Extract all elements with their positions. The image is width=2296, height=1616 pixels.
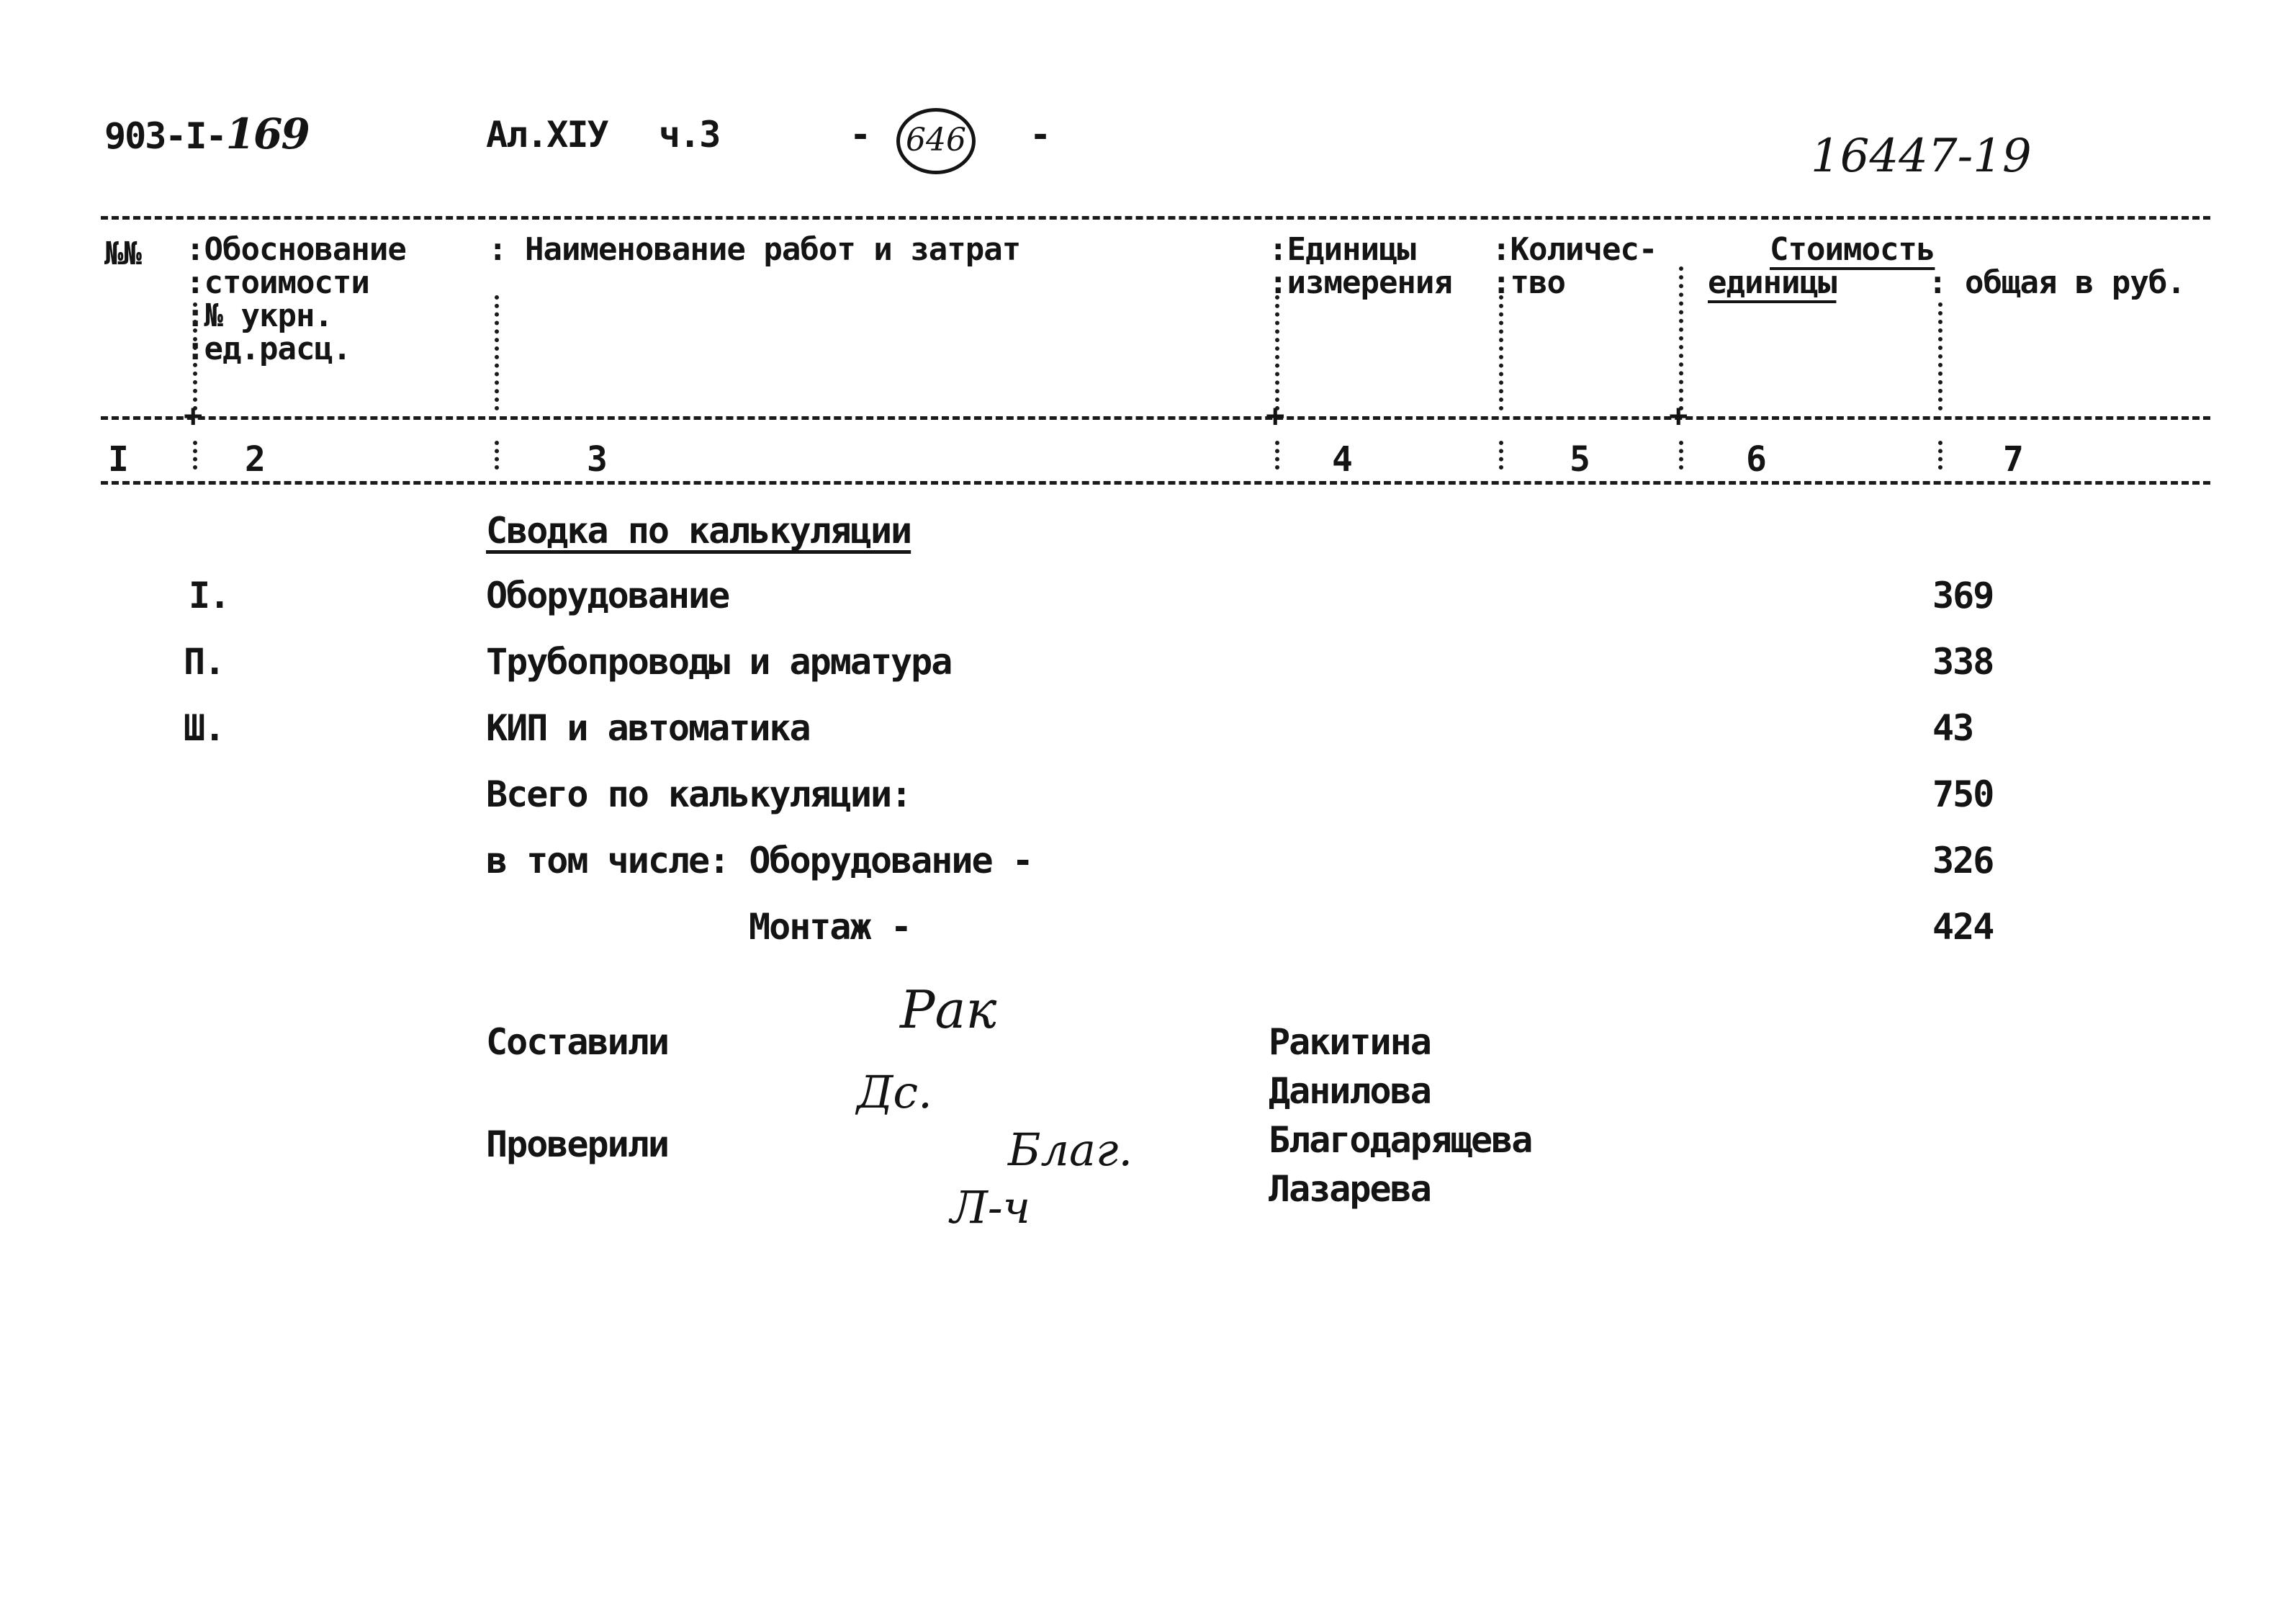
col-number-4: 4 [1332, 439, 1351, 480]
inventory-number: 16447-19 [1811, 130, 2032, 183]
col-separator-5 [1679, 266, 1683, 410]
signer-name-2: Данилова [1269, 1070, 1431, 1112]
summary-row-1-number: I. [189, 575, 230, 616]
doc-series-handwritten: 169 [225, 109, 309, 158]
composed-by-label: Составили [486, 1021, 668, 1063]
page-number: 646 [906, 122, 966, 158]
summary-including-value: 326 [1932, 840, 1994, 881]
col-header-cost: Стоимость [1770, 231, 1935, 268]
num-row-separator-6 [1938, 441, 1942, 470]
num-row-separator-3 [1275, 441, 1279, 470]
num-row-separator-1 [193, 441, 197, 470]
col-header-work-name: : Наименование работ и затрат [488, 231, 1021, 268]
summary-montage-value: 424 [1932, 906, 1994, 948]
col-header-units [1269, 233, 1452, 300]
col-header-units-line1: :Единицы [1269, 231, 1415, 268]
col-header-quantity [1492, 233, 1657, 300]
col-header-cost-total: : общая в руб. [1928, 264, 2185, 301]
table-top-rule [101, 216, 2210, 220]
signature-3: Благ. [1008, 1123, 1133, 1176]
summary-row-2-name: Трубопроводы и арматура [486, 641, 952, 683]
summary-row-2-number: П. [184, 641, 225, 683]
page-number-stamp [896, 108, 976, 174]
rule-cross-1: + [184, 398, 203, 434]
rule-cross-3: + [1669, 398, 1688, 434]
col-header-quantity-line1: :Количес- [1492, 231, 1657, 268]
num-row-separator-5 [1679, 441, 1683, 470]
table-bottom-rule [101, 481, 2210, 485]
col-header-cost-unit: единицы [1708, 264, 1837, 301]
col-header-units-line2: :измерения [1269, 264, 1452, 301]
rule-cross-2: + [1266, 398, 1285, 434]
col-header-justification-line1: :Обоснование [186, 231, 406, 268]
summary-total-value: 750 [1932, 773, 1994, 815]
col-header-quantity-line2: :тво [1492, 264, 1565, 301]
col-number-7: 7 [2003, 439, 2022, 480]
table-middle-rule [101, 416, 2210, 420]
summary-row-3-name: КИП и автоматика [486, 707, 810, 749]
num-row-separator-4 [1499, 441, 1503, 470]
summary-montage-label: Монтаж - [749, 906, 911, 948]
signature-2: Дс. [857, 1066, 932, 1118]
col-header-justification-line4: :ед.расц. [186, 331, 351, 367]
summary-including-label: в том числе: Оборудование - [486, 840, 1032, 881]
summary-row-3-number: Ш. [184, 707, 225, 749]
signature-4: Л-ч [950, 1181, 1031, 1234]
summary-total-label: Всего по калькуляции: [486, 773, 911, 815]
col-separator-3 [1275, 295, 1279, 410]
doc-series-prefix: 903-I- [104, 115, 226, 157]
page-dash-right: - [1030, 114, 1050, 156]
col-number-1: I [108, 439, 127, 480]
col-number-2: 2 [245, 439, 264, 480]
col-separator-4 [1499, 295, 1503, 410]
num-row-separator-2 [495, 441, 499, 470]
col-header-justification-line2: :стоимости [186, 264, 369, 301]
col-number-3: 3 [587, 439, 606, 480]
col-header-justification [186, 233, 406, 366]
summary-row-3-value: 43 [1932, 707, 1973, 749]
summary-title: Сводка по калькуляции [486, 510, 911, 552]
summary-row-1-value: 369 [1932, 575, 1994, 616]
signer-name-1: Ракитина [1269, 1021, 1431, 1063]
col-header-justification-line3: :№ укрн. [186, 297, 333, 334]
col-header-number: №№ [104, 235, 141, 272]
summary-row-1-name: Оборудование [486, 575, 729, 616]
checked-by-label: Проверили [486, 1123, 668, 1165]
album-label: Ал.XIУ [486, 114, 608, 156]
signature-1: Рак [900, 979, 997, 1040]
col-separator-6 [1938, 302, 1942, 410]
signer-name-3: Благодарящева [1269, 1119, 1532, 1161]
page-dash-left: - [850, 114, 870, 156]
summary-row-2-value: 338 [1932, 641, 1994, 683]
part-label: ч.3 [659, 114, 720, 156]
col-number-5: 5 [1570, 439, 1589, 480]
signer-name-4: Лазарева [1269, 1168, 1431, 1210]
col-number-6: 6 [1746, 439, 1765, 480]
col-separator-1 [193, 302, 197, 410]
col-separator-2 [495, 295, 499, 410]
